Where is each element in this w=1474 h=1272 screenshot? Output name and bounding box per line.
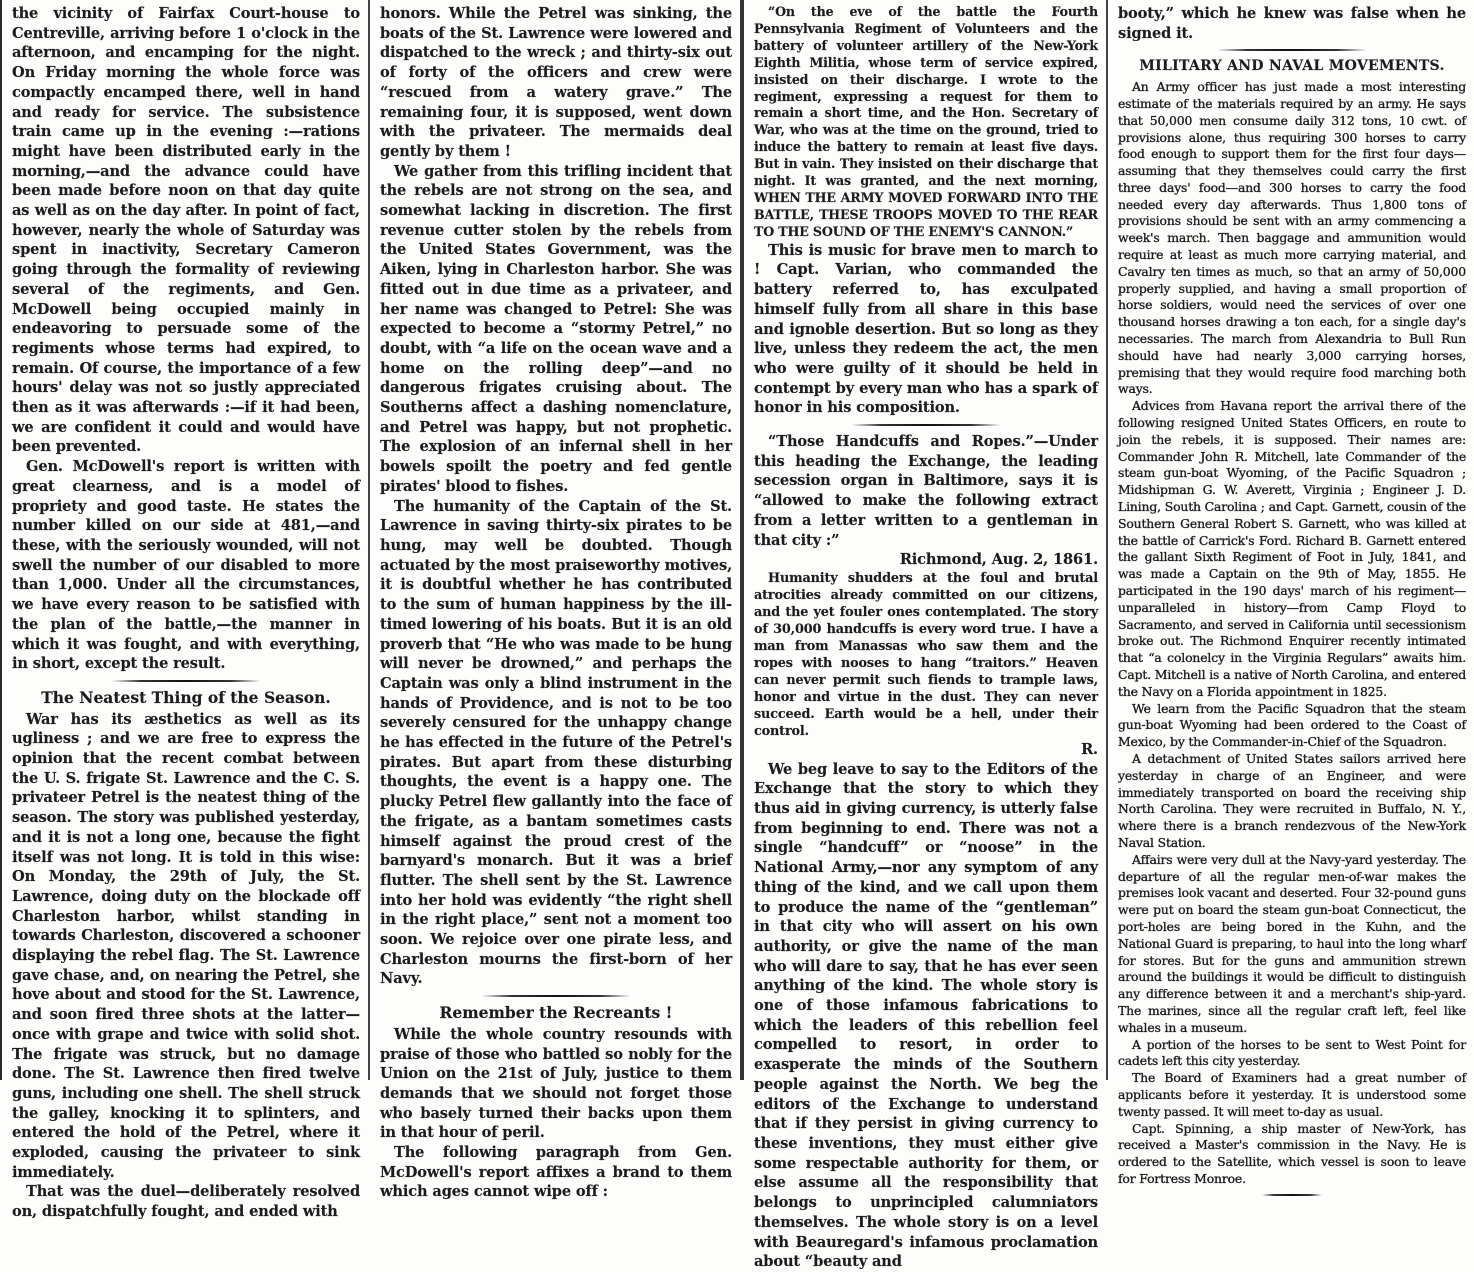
column-4 <box>1108 0 1474 1186</box>
column-1 <box>0 0 370 1221</box>
heading-neatest-thing: The Neatest Thing of the Season. <box>41 687 331 707</box>
end-divider <box>1262 1194 1322 1196</box>
paragraph-music-brave-men: This is music for brave men to march to ! Capt. Varian, who commanded the battery referred to, has exculpated himself fully from all share in this base and ignoble desertion. But so long as they live, unless they redeem the act, the men who were guilty of it should be held in contempt by every man who has a spark of honor in his composition. <box>754 241 1098 417</box>
heading-remember-recreants: Remember the Recreants ! <box>439 1003 673 1023</box>
paragraph-booty: booty,” which he knew was false when he signed it. <box>1118 5 1466 42</box>
paragraph-board-examiners: The Board of Examiners had a great number of applicants before it yesterday. It is understood some twenty passed. It will meet to-day as usual. <box>1118 1070 1466 1119</box>
column-2 <box>370 0 742 1201</box>
section-divider <box>851 424 1001 426</box>
paragraph-petrel-sinking: honors. While the Petrel was sinking, the boats of the St. Lawrence were lowered and dispatched to the wreck ; and thirty-six out of forty of the officers and crew were “rescued from a watery grave.” The remaining four, it is supposed, went down with the privateer. The mermaids deal gently by them ! <box>380 5 732 160</box>
paragraph-duel: That was the duel—deliberately resolved on, dispatchfully fought, and ended with <box>12 1183 360 1221</box>
section-divider <box>111 680 261 682</box>
section-divider <box>1217 49 1367 51</box>
column-3 <box>742 0 1108 1271</box>
paragraph-handcuffs-ropes: “Those Handcuffs and Ropes.”—Under this heading the Exchange, the leading secession organ in Baltimore, says it is “allowed to make the following extract from a letter written to a gentleman in that city :” <box>754 433 1098 549</box>
paragraph-capt-spinning: Capt. Spinning, a ship master of New-York, has received a Master's commission in the Navy. He is ordered to the Satellite, which vessel is soon to leave for Fortress Monroe. <box>1118 1120 1466 1186</box>
letter-signature: R. <box>1081 740 1098 758</box>
paragraph-mcdowell-report: Gen. McDowell's report is written with great clearness, and is a model of propriety and good taste. He states the number killed on our side at 481,—and these, with the seriously wounded, will not swell the number of our disabled to more than 1,000. Under all the circumstances, we have every reason to be satisfied with the plan of the battle,—the manner in which it was fought, and with everything, in short, except the result. <box>12 458 360 673</box>
paragraph-rebels-at-sea: We gather from this trifling incident that the rebels are not strong on the sea, and somewhat lacking in discretion. The first revenue cutter stolen by the rebels from the United States Government, was the Aiken, lying in Charleston harbor. She was fitted out in due time as a privateer, and her name was changed to Petrel: She was expected to become a “stormy Petrel,” no doubt, with “a life on the ocean wave and a home on the rolling deep”—and no dangerous frigates cruising about. The Southerns affect a dashing nomenclature, and Petrel was happy, but not prophetic. The explosion of an infernal shell in her bowels spoilt the poetry and fed gentle pirates' blood to fishes. <box>380 162 732 495</box>
paragraph-editors-exchange: We beg leave to say to the Editors of the Exchange that the story to which they thus aid in giving currency, is utterly false from beginning to end. There was not a single “handcuff” or “noose” in the National Army,—nor any symptom of any thing of the kind, and we call upon them to produce the name of the “gentleman” in that city who will assert on his own authority, or give the name of the man who will dare to say, that he has ever seen anything of the kind. The whole story is one of those infamous fabrications to which the leaders of this rebellion feel compelled to resort, in order to exasperate the minds of the Southern people against the North. We beg the editors of the Exchange to understand that if they persist in giving currency to these inventions, they must either give some respectable authority for them, or else assume all the responsibility that belongs to unprincipled calumniators themselves. The whole story is on a level with Beauregard's infamous proclamation about “beauty and <box>754 760 1098 1271</box>
section-divider <box>481 995 631 997</box>
paragraph-st-lawrence-combat: War has its æsthetics as well as its ugliness ; and we are free to express the opinion that the recent combat between the U. S. frigate St. Lawrence and the C. S. privateer Petrel is the neatest thing of the season. The story was published yesterday, and it is not a long one, because the fight itself was not long. It is told in this wise: On Monday, the 29th of July, the St. Lawrence, doing duty on the blockade off Charleston harbor, whilst standing in towards Charleston, discovered a schooner displaying the rebel flag. The St. Lawrence gave chase, and, on nearing the Petrel, she hove about and stood for the St. Lawrence, and soon fired three shots at the latter—once with grape and twice with solid shot. The frigate was struck, but no damage done. The St. Lawrence then fired twelve guns, including one shell. The shell struck the galley, knocking it to splinters, and entered the hold of the Petrel, where it exploded, causing the privateer to sink immediately. <box>12 710 360 1181</box>
paragraph-mcdowell-brand: The following paragraph from Gen. McDowell's report affixes a brand to them which ages cannot wipe off : <box>380 1144 732 1201</box>
paragraph-sailors-detachment: A detachment of United States sailors arrived here yesterday in charge of an Engineer, and were immediately transported on board the receiving ship North Carolina. They were recruited in Buffalo, N. Y., where there is a branch rendezvous of the New-York Naval Station. <box>1118 750 1466 850</box>
paragraph-havana-officers: Advices from Havana report the arrival there of the following resigned United States Officers, en route to join the rebels, it is supposed. Their names are: Commander John R. Mitchell, late Commander of the steam gun-boat Wyoming, of the Pacific Squadron ; Midshipman G. W. Averett, Virginia ; Engineer J. D. Lining, South Carolina ; and Capt. Garnett, cousin of the Southern General Robert S. Garnett, who was killed at the battle of Carrick's Ford. Richard B. Garnett entered the gallant Sixth Regiment of Foot in July, 1841, and was made a Captain on the 9th of May, 1855. He participated in the 190 days' march of his regiment—unparalleled in history—from Camp Floyd to Sacramento, and served in California until secessionism broke out. The Richmond Enquirer recently intimated that “a colonelcy in the Virginia Regulars” awaits him. Capt. Mitchell is a native of North Carolina, and entered the Navy on a Florida appointment in 1825. <box>1118 398 1466 699</box>
paragraph-recreants-intro: While the whole country resounds with praise of those who battled so nobly for the Union on the 21st of July, justice to them demands that we should not forget those who basely turned their backs upon them in that hour of peril. <box>380 1025 732 1142</box>
letter-excerpt: Humanity shudders at the foul and brutal atrocities already committed on our citizens, and the yet fouler ones contemplated. The story of 30,000 handcuffs is every word true. I have a man from Manassas who saw them and the ropes with nooses to hang “traitors.” Heaven can never permit such fiends to trample laws, honor and virtue in the dust. They can never succeed. Earth would be a hell, under their control. <box>754 570 1098 739</box>
dateline-richmond: Richmond, Aug. 2, 1861. <box>899 551 1098 569</box>
paragraph-captain-humanity: The humanity of the Captain of the St. Lawrence in saving thirty-six pirates to be hung, may well be doubted. Though actuated by the most praiseworthy motives, it is doubtful whether he has contributed to the sum of human happiness by the ill-timed lowering of his boats. But it is an old proverb that “He who was made to be hung will never be drowned,” and perhaps the Captain was only a blind instrument in the hands of Providence, and is not to be too severely censured for the unhappy change he has effected in the future of the Petrel's pirates. But apart from these disturbing thoughts, the event is a happy one. The plucky Petrel flew gallantly into the face of the frigate, as a bantam sometimes casts himself against the proud crest of the barnyard's monarch. But it was a brief flutter. The shell sent by the St. Lawrence into her hold was evidently “the right shell in the right place,” sent not a moment too soon. We rejoice over one pirate less, and Charleston mourns the first-born of her Navy. <box>380 497 732 988</box>
heading-military-naval-movements: MILITARY AND NAVAL MOVEMENTS. <box>1139 58 1445 75</box>
paragraph-army-materials: An Army officer has just made a most interesting estimate of the materials required by an army. He says that 50,000 men consume daily 312 tons, 10 cwt. of provisions alone, thus requiring 300 horses to carry food enough to support them for the first four days—assuming that they themselves could carry the first three days' food—and 300 horses to carry the food needed every day afterwards. Thus 1,800 tons of provisions should be sent with an army commencing a week's march. Then baggage and ammunition would require at least as much more carrying material, and Cavalry ten times as much, so that an army of 50,000 properly supplied, and having a small proportion of horse soldiers, would need the services of over one thousand horses drawing a ton each, for a single day's necessaries. The march from Alexandria to Bull Run should have had nearly 3,000 carrying horses, premising that they would require food marching both ways. <box>1118 79 1466 397</box>
paragraph-navy-yard: Affairs were very dull at the Navy-yard yesterday. The departure of all the regular men-of-war makes the premises look vacant and deserted. Four 32-pound guns were put on board the steam gun-boat Connecticut, the port-holes are being bored in the Kuhn, and the National Guard is preparing, to haul into the long wharf for stores. But for the guns and ammunition strewn around the buildings it would be difficult to distinguish any difference between it and a merchant's ship-yard. The marines, since all the regular craft left, feel like whales in a museum. <box>1118 851 1466 1035</box>
paragraph-army-advance: the vicinity of Fairfax Court-house to Centreville, arriving before 1 o'clock in the afternoon, and encamping for the night. On Friday morning the whole force was compactly encamped there, well in hand and ready for service. The subsistence train came up in the evening :—rations might have been distributed early in the morning,—and the advance could have been made before noon on that day quite as well as on the day after. In point of fact, however, nearly the whole of Saturday was spent in inactivity, Secretary Cameron going through the formality of reviewing several of the regiments, and Gen. McDowell being occupied mainly in endeavoring to persuade some of the regiments whose terms had expired, to remain. Of course, the importance of a few hours' delay was not so justly appreciated then as it was afterwards :—if it had been, we are confident it could and would have been prevented. <box>12 5 360 456</box>
paragraph-pacific-squadron: We learn from the Pacific Squadron that the steam gun-boat Wyoming had been ordered to the Coast of Mexico, by the Commander-in-Chief of the Squadron. <box>1118 700 1466 750</box>
quote-mcdowell-report: “On the eve of the battle the Fourth Pennsylvania Regiment of Volunteers and the battery of volunteer artillery of the New-York Eighth Militia, whose term of service expired, insisted on their discharge. I wrote to the regiment, expressing a request for them to remain a short time, and the Hon. Secretary of War, who was at the time on the ground, tried to induce the battery to remain at least five days. But in vain. They insisted on their discharge that night. It was granted, and the next morning, WHEN THE ARMY MOVED FORWARD INTO THE BATTLE, THESE TROOPS MOVED TO THE REAR TO THE SOUND OF THE ENEMY'S CANNON.” <box>754 4 1098 239</box>
paragraph-west-point-horses: A portion of the horses to be sent to West Point for cadets left this city yesterday. <box>1118 1036 1466 1069</box>
